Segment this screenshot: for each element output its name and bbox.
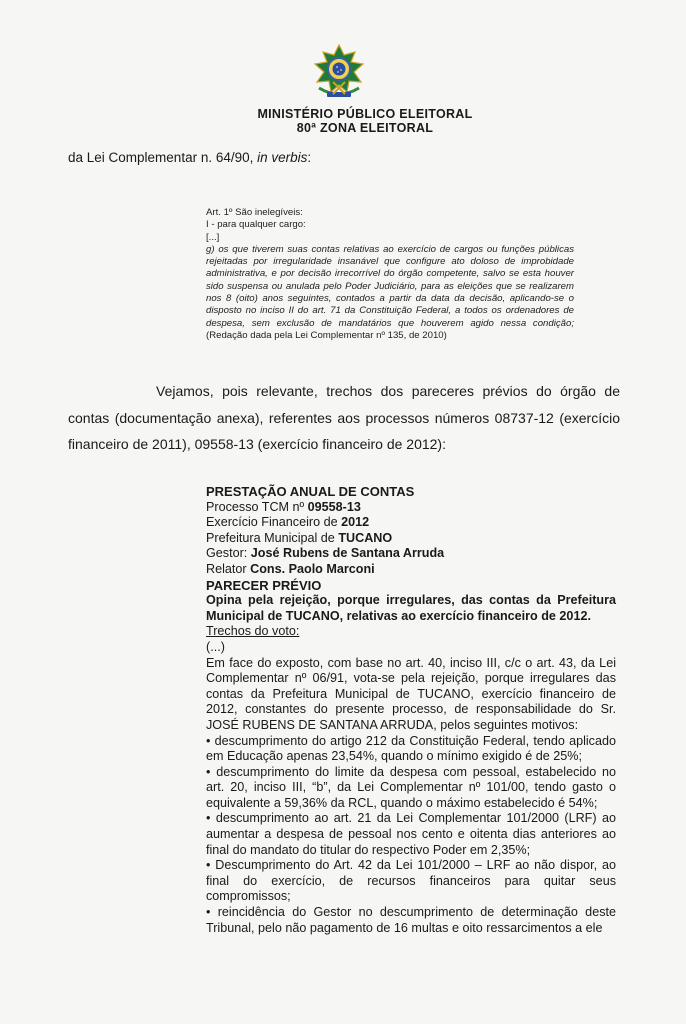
body-paragraph-text: Vejamos, pois relevante, trechos dos pareceres prévios do órgão de contas (documentação anexa), referentes aos processos números 08737-12 (exercício financeiro de 2011), 09558-13 (exercício financeiro de 2012): xyxy=(68,383,620,452)
quote-item: I - para qualquer cargo: xyxy=(206,219,306,231)
prefeitura-value: TUCANO xyxy=(338,530,393,545)
quote-ellipsis: [...] xyxy=(206,231,220,243)
body-paragraph xyxy=(68,378,620,458)
excerpt-title: PRESTAÇÃO ANUAL DE CONTAS xyxy=(206,484,415,499)
processo-label: Processo TCM nº xyxy=(206,499,308,514)
list-item: • reincidência do Gestor no descumprimento de determinação deste Tribunal, pelo não pagamento de 16 multas e oito ressarcimentos a ele xyxy=(206,905,616,935)
legal-quote xyxy=(206,207,574,342)
gestor-label: Gestor: xyxy=(206,546,251,561)
voto-text: Em face do exposto, com base no art. 40, inciso III, c/c o art. 43, da Lei Complementar nº 06/91, vota-se pela rejeição, porque irregulares das contas da Prefeitura Municipal de TUCANO, exercício financeiro de 2012, constantes do presente processo, de responsabilidade do Sr. JOSÉ RUBENS DE SANTANA ARRUDA, pelos seguintes motivos: xyxy=(206,655,616,732)
quote-body xyxy=(206,244,574,342)
org-title: MINISTÉRIO PÚBLICO ELEITORAL xyxy=(257,107,473,121)
quote-note: (Redação dada pela Lei Complementar nº 135, de 2010) xyxy=(206,329,447,341)
gestor-line xyxy=(206,546,616,562)
relator-value: Cons. Paolo Marconi xyxy=(250,561,375,576)
parecer-heading: PARECER PRÉVIO xyxy=(206,577,322,593)
zone-title: 80ª ZONA ELEITORAL xyxy=(296,121,434,135)
intro-line xyxy=(68,150,311,165)
prefeitura-label: Prefeitura Municipal de xyxy=(206,530,339,545)
trechos-heading: Trechos do voto: xyxy=(206,624,300,639)
tcm-excerpt xyxy=(206,484,616,936)
relator-line xyxy=(206,562,616,578)
processo-value: 09558-13 xyxy=(307,499,361,514)
list-item: • descumprimento ao art. 21 da Lei Complementar 101/2000 (LRF) ao aumentar a despesa de pessoal nos cento e oitenta dias anteriores ao final do mandato do titular do respectivo Poder em 2,35%; xyxy=(206,811,616,857)
processo-line xyxy=(206,500,616,516)
relator-label: Relator xyxy=(206,561,251,576)
intro-italic: in verbis xyxy=(257,150,308,165)
intro-end: : xyxy=(307,150,312,165)
intro-text: da Lei Complementar n. 64/90, xyxy=(68,150,258,165)
list-item: • descumprimento do artigo 212 da Constituição Federal, tendo aplicado em Educação apenas 23,54%, quando o mínimo exigido é de 25%; xyxy=(206,733,616,764)
opina-text: Opina pela rejeição, porque irregulares, das contas da Prefeitura Municipal de TUCANO, relativas ao exercício financeiro de 2012. xyxy=(206,593,616,623)
list-item: • descumprimento do limite da despesa com pessoal, estabelecido no art. 20, inciso III, “b”, da Lei Complementar nº 101/00, tendo gasto o equivalente a 59,36% da RCL, quando o máximo estabelecido é 54%; xyxy=(206,764,616,810)
gestor-value: José Rubens de Santana Arruda xyxy=(250,546,445,561)
brazil-coat-of-arms-icon xyxy=(311,44,367,102)
exercicio-line xyxy=(206,515,616,531)
exercicio-label: Exercício Financeiro de xyxy=(206,515,342,530)
voto-ellipsis: (...) xyxy=(206,639,225,654)
exercicio-value: 2012 xyxy=(341,515,370,530)
quote-body-text: g) os que tiverem suas contas relativas ao exercício de cargos ou funções públicas rejeitadas por irregularidade insanável que configure ato doloso de improbidade administrativa, e por decisão irrecorrível do órgão competente, salvo se esta houver sido suspensa ou anulada pelo Poder Judiciário, para as eleições que se realizarem nos 8 (oito) anos seguintes, contados a partir da data da decisão, aplicando-se o disposto no inciso II do art. 71 da Constituição Federal, a todos os ordenadores de despesa, sem exclusão de mandatários que houverem agido nessa condição; xyxy=(206,243,574,329)
quote-article: Art. 1º São inelegíveis: xyxy=(206,207,303,218)
list-item: • Descumprimento do Art. 42 da Lei 101/2000 – LRF ao não dispor, ao final do exercício, de recursos financeiros para quitar seus compromissos; xyxy=(206,858,616,904)
prefeitura-line xyxy=(206,531,616,547)
